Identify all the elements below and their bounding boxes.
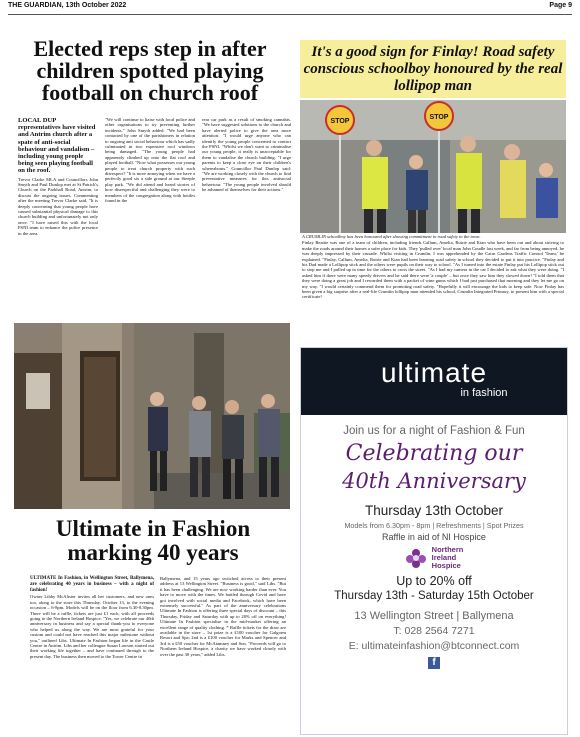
church-photo — [14, 323, 290, 509]
story2-headline: It's a good sign for Finlay! Road safety conscious schoolboy honoured by the real lollipop man — [303, 44, 563, 94]
advert-body — [301, 415, 567, 669]
advert-date: Thursday 13th October — [364, 503, 504, 518]
story1-headline-box — [14, 38, 286, 104]
story1-col1-text: Trevor Clarke MLA and Councillors John Smyth and Paul Dunlop met at St Patrick's Church on the Parkhall Road, Antrim, to discuss the ongoing issues. Commenting after the meeting Trevor Clarke said, "It is deeply concerning that young people have caused substantial physical damage to this church building and unfortunately not only once. "I have raised this with the local PSNI team to enhance the police presence in the area. — [18, 176, 98, 236]
story1-headline: Elected reps step in after children spotted playing football on church roof — [33, 36, 267, 105]
story1-col3 — [202, 117, 291, 193]
lollipop-photo — [300, 100, 566, 233]
story3-col2 — [160, 576, 286, 657]
church-photo-art — [14, 323, 290, 509]
story2-caption: A CRUMLIN schoolboy has been honoured after showing commitment to road safety in the town. — [302, 234, 481, 239]
lollipop-photo-art — [300, 100, 566, 233]
hospice-name-3: Hospice — [431, 561, 461, 570]
facebook-icon: f — [428, 657, 440, 669]
story3-lead: ULTIMATE In Fashion, in Wellington Street, Ballymena, are celebrating 40 years in business – with a night of fashion! — [30, 576, 154, 593]
story3-headline: Ultimate in Fashion marking 40 years — [55, 516, 251, 565]
hospice-flower-icon — [405, 547, 427, 569]
paper-date: THE GUARDIAN, 13th October 2022 — [8, 2, 127, 9]
story1-col2 — [105, 117, 195, 204]
story2-text — [302, 234, 564, 300]
story3-col1 — [30, 576, 154, 659]
story1-lead: LOCAL DUP representatives have visited and Antrim church after a spate of anti-social behaviour and vandalism – including young people being seen playing football on the roof. — [18, 117, 96, 175]
story3-col1-text: Owner Libby McAlister invites all her customers, and new ones too, along to the store this Thursday, October 13, to the evening occasion – 6-8pm. Models will be on the floor from 6.30-8.30pm. There will be a raffle, tickets are just £1 each, with all proceeds going to the Northern Ireland Hospice. "Yes, we celebrate our 40th anniversary in business and say a special thank-you to everyone who helped us along the way. We are most grateful for your custom and could not have reached this major milestone without you," outlined Libs. Ultimate In Fashion began life in the Castle Centre in Antrim. Libs and her colleague Susan Lawson started out their working life together – and have continued through to the present day. The business then moved to the Tower Centre in — [30, 594, 154, 659]
page-header — [8, 2, 572, 15]
story1-col2-text: "We will continue to liaise with local police and other organisations to try preventing further incidents." John Smyth added: "We had been contacted by one of the parishioners in relation to ongoing anti social behaviour which has sadly culminated in two expensive roof windows being damaged. "The young people had apparently climbed up onto the flat roof and played football. "Now what possesses our young people to treat church property with such disrespect? "It is more annoying when we have a perfectly good six a side ground at our Steeple play park. "We did attend and heard stories of how disrespectful and challenging they were to members of the congregation along with bottles found in the — [105, 117, 195, 204]
hospice-logo — [301, 546, 567, 570]
advert-discount-dates: Thursday 13th - Saturday 15th October — [334, 590, 534, 602]
advert-email: E: ultimateinfashion@btconnect.com — [348, 640, 520, 652]
stop-sign-right: STOP — [429, 114, 449, 121]
hospice-name-1: Northern — [431, 545, 464, 554]
stop-sign-left: STOP — [330, 118, 350, 125]
story2-body: Finlay Beattie was one of a team of children, including friends Callum, Amelia, Ruirie and Kian who have been out and about striving to make the roads around their homes a safer place for kids. They 'pulled over' local man John Coudle last week, and far from being annoyed, he was deeply impressed by their crusade. Whilst visiting in Crumlin, I was apprehended by the Cairn Gardens Traffic Control 'Team,' he explained. "Finlay, Callum, Amelia, Ruirie and Kian had been learning road safety in school they decided to put it into practice. "Finlay and his Dad made a Lollipop stick and the others were pupils on their way to school. "As I turned into the estate Finlay put his Lollipop stick out to stop me and I pulled up in time for the others to cross the street. "As I had my camera in the car I decided to ask what they were doing. "I asked him if there were many speedy drivers and he said there were 'a couple' – but once they saw him they slowed down! "I told them that they were doing a great job and I rewarded them with a packet of wine gums which I had just purchased that morning and they let me go on my way. "I would certainly commend them for promoting road safety. "Hopefully it will encourage the kids to keep safe. Now Finlay has been given a big surprise after a real-life Crumlin lollipop man attended his school, Crumlin Integrated Primary, to present him with a special certificate! — [302, 240, 564, 300]
advert-raffle: Raffle in aid of NI Hospice — [382, 532, 486, 542]
advert-logo-band — [301, 348, 567, 415]
story2-headline-box — [300, 40, 566, 98]
story1-col1 — [18, 117, 98, 322]
story3-col2-text: Ballymena, and 15 years ago switched across to their present address at 13 Wellington Street. "Business is good," said Libs. "But it has been challenging. We are now working harder than ever. You have to move with the times. We battled through Covid and have got involved with social media and Facebook, which have been extremely successful." As part of the anniversary celebrations Ultimate In Fashion is offering three special days of discount – this Thursday, Friday and Saturday with up to 20% off on everything! Ultimate In Fashion specialise in the mid-market offering an excellent range of quality clothing. * Raffle tickets for the draw are available in the store – 1st prize is a £100 voucher for Galgorm Resort and Spa; 2nd is a £100 voucher for Marks and Spencer and 3rd is a £50 voucher for McAtamney and Son. "Proceeds will go to Northern Ireland Hospice, a charity we have worked closely with over the past 30 years," added Libs. — [160, 576, 286, 657]
advert-invite: Join us for a night of Fashion & Fun — [343, 425, 525, 437]
hospice-name-2: Ireland — [431, 553, 457, 562]
advert-address: 13 Wellington Street | Ballymena — [354, 610, 514, 622]
advert-script-2: 40th Anniversary — [342, 469, 526, 493]
advert-logo-main: ultimate — [380, 357, 488, 388]
ultimate-advert — [300, 347, 568, 735]
advert-logo-sub: in fashion — [460, 387, 508, 399]
hospice-name — [432, 546, 464, 570]
advert-script-1: Celebrating our — [345, 441, 523, 466]
advert-discount: Up to 20% off — [396, 574, 472, 588]
story3-headline-box — [14, 517, 292, 565]
advert-details: Models from 6.30pm - 8pm | Refreshments | Spot Prizes — [344, 521, 524, 530]
advert-phone: T: 028 2564 7271 — [393, 625, 475, 637]
story1-col3-text: rear car park as a result of smoking cannabis. "We have suggested solutions to the church and have alerted police to give the area more attention. "I would urge anyone who can identify the young people concerned to contact the PSNI. "Whilst we don't want to criminalise our young people, it really is unacceptable for them to vandalise the church building. "I urge parents to keep a close eye on their children's whereabouts." Councillor Paul Dunlop said: "We are working closely with the church to find preventative measures for this antisocial behaviour. "The young people involved should be ashamed of themselves for their actions." — [202, 117, 291, 193]
page-number: Page 9 — [549, 2, 572, 9]
